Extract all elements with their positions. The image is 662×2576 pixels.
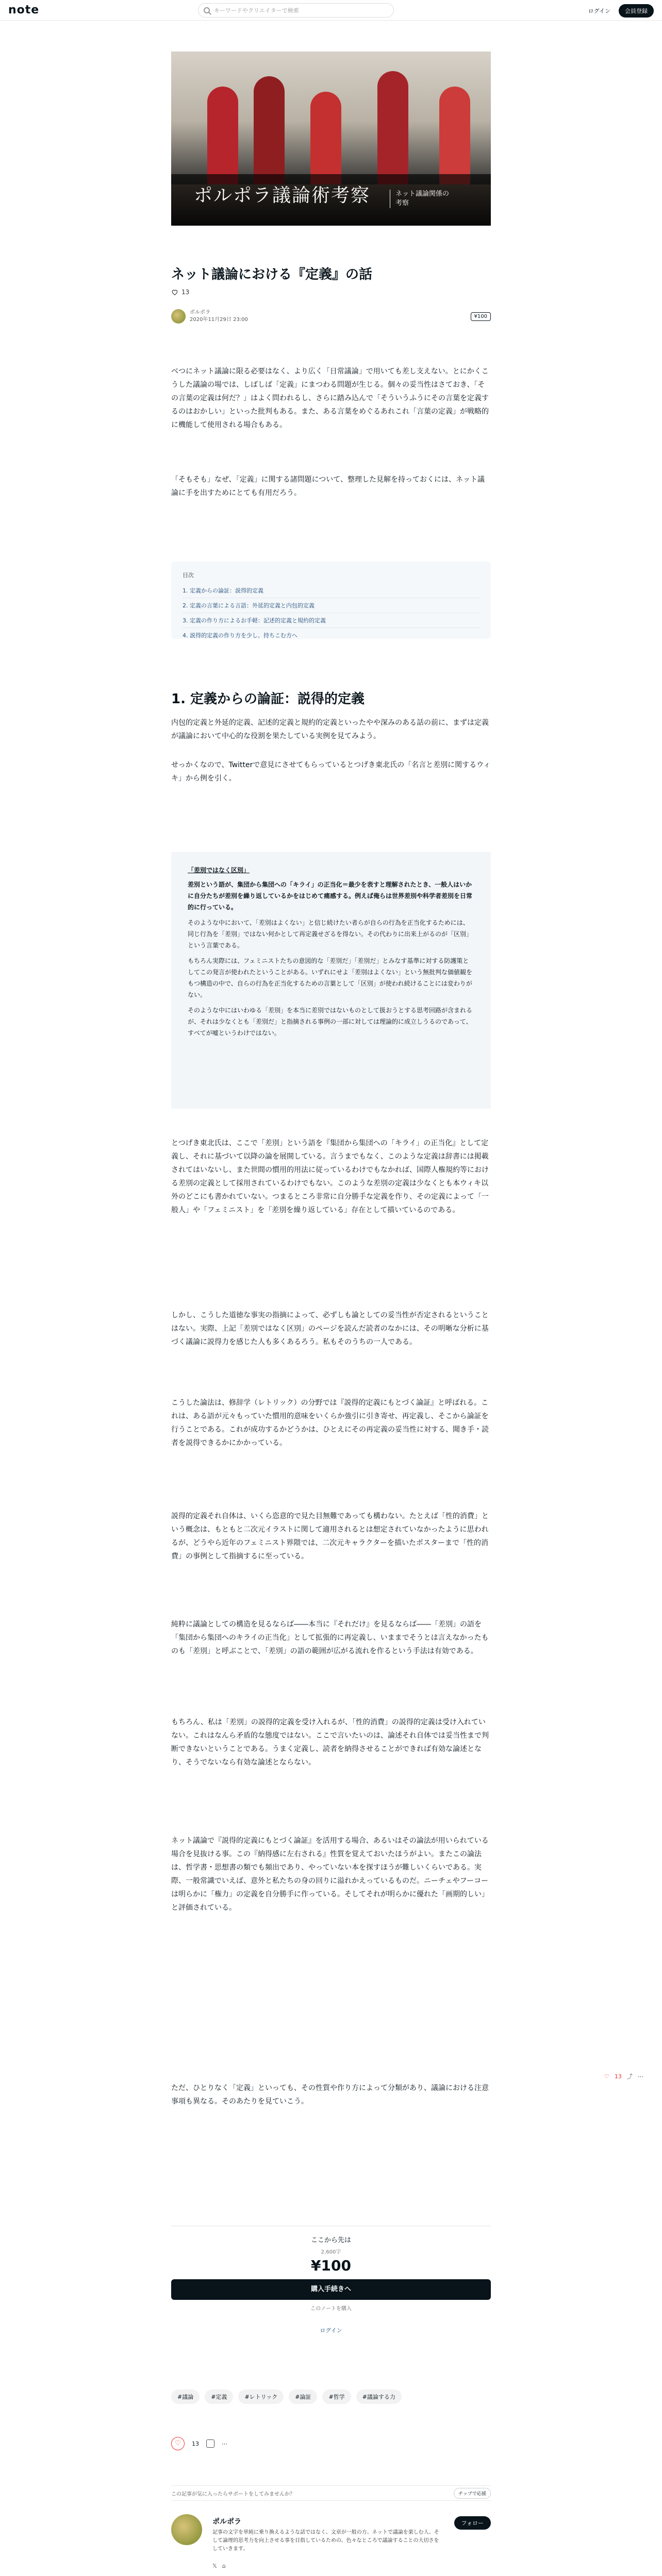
search-icon (204, 7, 210, 13)
paywall-label: ここから先は (310, 2236, 351, 2244)
share-icon[interactable]: ⤴ (626, 2073, 633, 2080)
support-text: この記事が気に入ったらサポートをしてみませんか？ (171, 2491, 295, 2497)
likes-row[interactable] (171, 289, 189, 296)
paywall (171, 2226, 491, 2334)
quote-line: もちろん実際には、フェミニストたちの意図的な「差別だ」「差別だ」とみなす基準に対する防護策としてこの発言が使われたということがある。いずれにせよ「差別はよくない」という無批判な価値観をもつ構造の中で、自らの行為を正当化するための言葉として「区別」が使われ続けることには変わりがない。 (188, 957, 473, 998)
body-paragraph: しかし、こうした道徳な事実の指摘によって、必ずしも論としての妥当性が否定されるということはない。実際、上記「差別ではなく区別」のページを読んだ読者のなかには、その明晰な分析に基づく議論に説得力を感じた人も多くあるろう。私もそのうちの一人である。 (171, 1311, 489, 1346)
quote-line: そのような中にはいわゆる「差別」を本当に差別ではないものとして扱おうとする思考回路が含まれるが、それは少なくとも「差別だ」と指摘される事例の一部に対しては理論的に成立しうるのであって、すべてが嘘というわけではない。 (188, 1007, 473, 1037)
tag[interactable]: #論証 (289, 2389, 317, 2404)
publish-date: 2020年11月29日 23:00 (190, 317, 248, 323)
hero-subtitle (390, 190, 449, 208)
article-title: ネット議論における『定義』の話 (171, 267, 373, 282)
toc-item[interactable]: 1. 定義からの論証：説得的定義 (183, 583, 479, 598)
tag[interactable]: #レトリック (238, 2389, 284, 2404)
x-icon[interactable]: 𝕏 (212, 2563, 217, 2569)
tag[interactable]: #議論 (171, 2389, 200, 2404)
heart-icon[interactable]: ♡ (604, 2073, 609, 2080)
price-badge: ¥100 (471, 312, 491, 321)
profile-avatar[interactable] (171, 2514, 202, 2545)
floating-likes: 13 (614, 2073, 622, 2080)
quote-title: 「差別ではなく区別」 (188, 867, 250, 874)
quote-line: 差別という語が、集団から集団への「キライ」の正当化＝最少を表すと理解されたとき、一般人はいかに自分たちが差別を繰り返しているかをはじめて痛感する。例えば俺らは世界差別や科学者差別を日常的に行っている。 (188, 881, 473, 911)
profile-bio: 記事の文字を単純に乗り換えるような話ではなく、文章が一般の方、ネットで議論を楽しむ人、そして論理的思考力を向上させる事を目指しているための、色々なところで議論することの大切さをしていきます。 (212, 2530, 439, 2552)
heart-icon[interactable] (171, 289, 178, 296)
likes-count: 13 (181, 289, 190, 296)
body-paragraph: 内包的定義と外延的定義、記述的定義と規約的定義といったやや深みのある話の前に、まずは定義が議論において中心的な役割を果たしている実例を見てみよう。 (171, 719, 489, 740)
body-paragraph: もちろん、私は「差別」の説得的定義を受け入れるが、「性的消費」の説得的定義は受け入れていない。これはなんら矛盾的な態度ではない。ここで言いたいのは、論述それ自体では妥当性まで判断できないということである。うまく定義し、読者を納得させることができれば有効な論述となり、そうでないなら有効な論述とならない。 (171, 1718, 489, 1767)
author-name[interactable]: ポルポラ (190, 310, 210, 315)
toc-item[interactable]: 3. 定義の作り方によるお手軽：記述的定義と規約的定義 (183, 613, 479, 628)
share-icon[interactable] (206, 2439, 214, 2448)
body-paragraph: 説得的定義それ自体は、いくら恣意的で見た目無難であっても構わない。たとえば「性的消費」という概念は、もともと二次元イラストに関して適用されるとは想定されていなかったように思われるが、どうやら近年のフェミニスト界隈では、二次元キャラクターを描いたポスターまで「性的消費」の事例として指摘するに至っている。 (171, 1512, 489, 1561)
tip-button[interactable]: チップで応援 (454, 2488, 491, 2499)
toc-item[interactable]: 2. 定義の言葉による言語：外延的定義と内包的定義 (183, 598, 479, 613)
follow-button[interactable]: フォロー (454, 2516, 491, 2530)
hero-title: ポルポラ議論術考察 (194, 185, 371, 206)
search-placeholder: キーワードやクリエイターで検索 (214, 7, 299, 14)
paywall-price: ¥100 (311, 2257, 351, 2274)
blockquote (171, 852, 491, 1109)
author-row (171, 309, 491, 324)
buy-button[interactable]: 購入手続きへ (171, 2279, 491, 2300)
hero-image (171, 52, 491, 226)
like-button[interactable]: ♡ (171, 2437, 185, 2450)
support-bar (171, 2485, 491, 2501)
note-logo[interactable]: note (8, 4, 40, 16)
tag[interactable]: #定義 (205, 2389, 233, 2404)
body-paragraph: ネット議論で『説得的定義にもとづく論証』を活用する場合、あるいはその論法が用いられている場合を見抜ける事。この『納得感に左右される』性質を覚えておいたほうがよい。またこの論法は、哲学書・思想書の類でも頻出であり、やっていない本を探すほうが難しいくらいである。実際、一般常識でいえば、意外と私たちの身の回りに溢れかえっているものだ。ニーチェやフーコーは明らかに「権力」の定義を自分勝手に作っている。そしてそれが明らかに優れた「画期的しい」と評価されている。 (171, 1837, 489, 1912)
paywall-count: 2,600字 (321, 2249, 341, 2255)
more-icon[interactable]: ⋯ (222, 2440, 227, 2447)
hero-subtitle-line: ネット議論関係の (395, 190, 450, 198)
login-button[interactable]: ログイン (588, 8, 610, 14)
article-actions (171, 2437, 227, 2450)
buy-note[interactable]: このノートを購入 (310, 2306, 352, 2312)
intro-paragraph: 「そもそも」なぜ、「定義」に関する諸問題について、整理した見解を持っておくには、ネット議論に手を出すためにとても有用だろう。 (171, 476, 485, 497)
body-paragraph: ただ、ひとりなく「定義」といっても、その性質や作り方によって分類があり、議論における注意事項も異なる。そのあたりを見ていこう。 (171, 2084, 489, 2106)
body-paragraph: 純粋に議論としての構造を見るならば――本当に『それだけ』を見るならば――「差別」の語を「集団から集団へのキライの正当化」として拡張的に再定義し、いままでそうとは言えなかったものも「差別」と呼ぶことで、「差別」の語の範囲が広がる流れを作るという手法は有効である。 (171, 1620, 489, 1655)
search-bar[interactable] (198, 3, 394, 18)
profile-name[interactable]: ポルポラ (212, 2518, 241, 2526)
quote-line: そのような中において、「差別はよくない」と信じ続けたい者らが自らの行為を正当化するためには、同じ行為を「差別」ではない何かとして再定義せざるを得ない。その代わりに出来上がるのが「区別」という言葉である。 (188, 919, 473, 949)
floating-actions (604, 2072, 643, 2080)
toc-heading: 目次 (183, 572, 194, 579)
signup-button[interactable]: 会員登録 (619, 4, 654, 18)
home-icon[interactable]: ⌂ (222, 2563, 226, 2569)
body-paragraph: こうした論法は、修辞学（レトリック）の分野では『説得的定義にもとづく論証』と呼ばれる。これは、ある語が元々もっていた慣用的意味をいくらか強引に引き寄せ、再定義し、そこから論証を行うことである。これが成功するかどうかは、ひとえにその再定義の妥当性に対する、聞き手・読者を説得できるかにかかっている。 (171, 1399, 489, 1447)
paywall-login-link[interactable]: ログイン (320, 2327, 342, 2334)
tag-list (171, 2389, 402, 2404)
author-avatar[interactable] (171, 309, 186, 324)
like-count: 13 (192, 2440, 199, 2447)
table-of-contents (171, 562, 491, 639)
section-heading: 1. 定義からの論証：説得的定義 (171, 691, 365, 707)
toc-item[interactable]: 4. 説得的定義の作り方を少し、持ちこむ方へ (183, 632, 297, 639)
top-header (0, 0, 662, 21)
tag[interactable]: #議論する力 (356, 2389, 402, 2404)
body-paragraph: とつげき東北氏は、ここで「差別」という語を『集団から集団への「キライ」の正当化』として定義し、それに基づいて以降の論を展開している。言うまでもなく、このような定義は辞書には掲載されてはいないし、また世間の慣用的用法に従っているわけでもなかれば、国際人権規約等における差別の定義として採用されているわけでもない。このような差別の定義は少なくとも本ウィキ以外のどこにも書かれていない。つまるところ非常に自分勝手な定義を作り、その定義によって「一般人」や「フェミニスト」を「差別を繰り返している」存在として描いているのである。 (171, 1139, 489, 1214)
hero-subtitle-line: 考察 (395, 199, 409, 207)
author-profile (171, 2509, 491, 2576)
more-icon[interactable]: ⋯ (637, 2073, 643, 2080)
tag[interactable]: #哲学 (322, 2389, 351, 2404)
intro-paragraph: ベつにネット議論に限る必要はなく、より広く「日常議論」で用いても差し支えない。とにかくこうした議論の場では、しばしば「定義」にまつわる問題が生じる。個々の妥当性はさておき、「その言葉の定義は何だ？」はよく問われるし、さらに踏み込んで「そういうふうにその言葉を定義するのはおかしい」といった批判もある。また、ある言葉をめぐるあれこれ「言葉の定義」が戦略的に機能して使用される場合もある。 (171, 367, 489, 429)
body-paragraph: せっかくなので、Twitterで意見にさせてもらっているとつげき東北氏の「名言と差別に関するウィキ」から例を引く。 (171, 761, 491, 783)
